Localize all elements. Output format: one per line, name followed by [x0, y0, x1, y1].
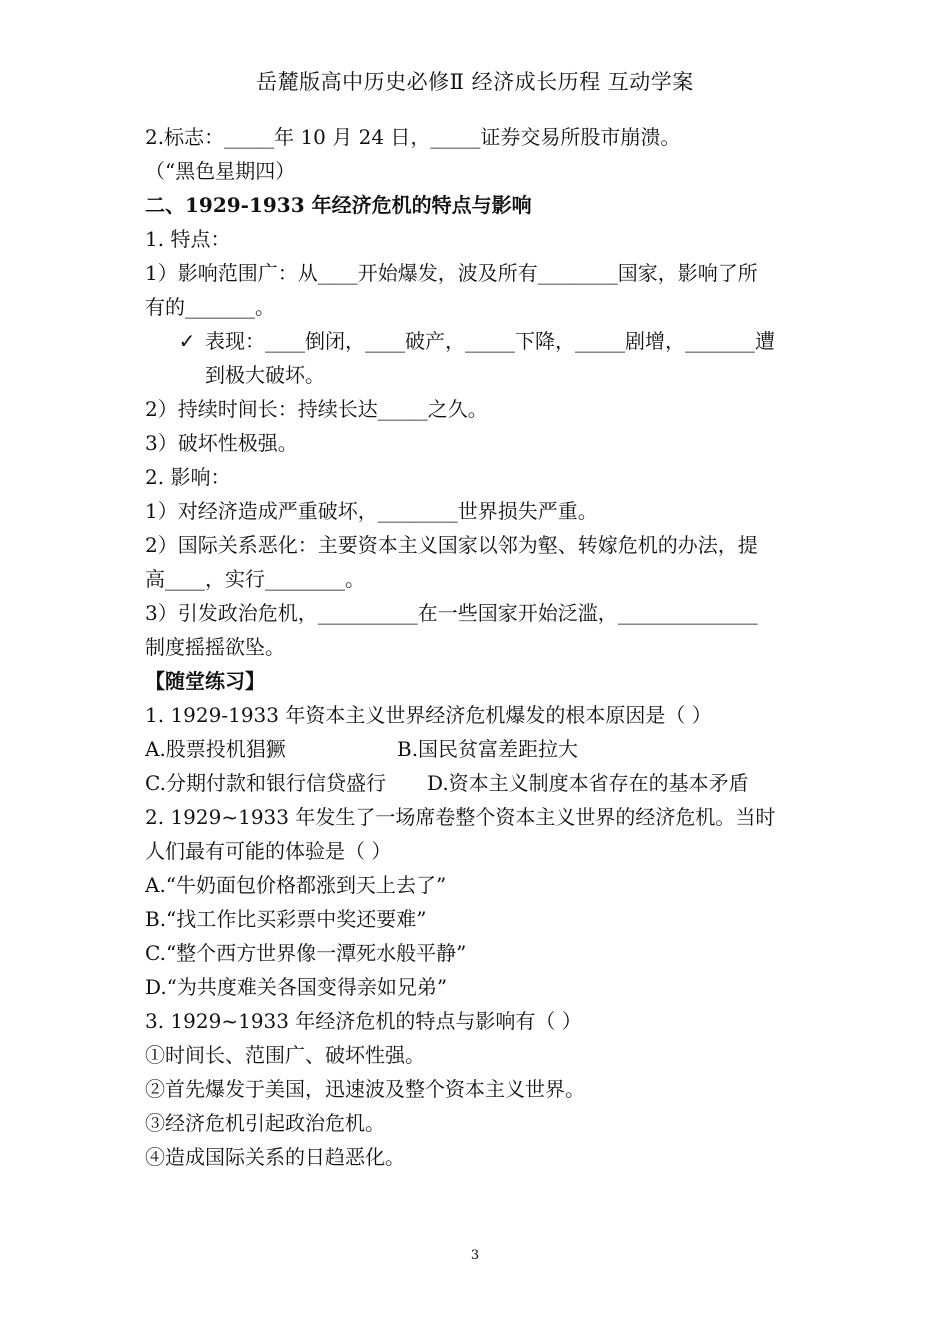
checklist-item — [145, 324, 810, 358]
option-b: B.“找工作比买彩票中奖还要难” — [145, 907, 427, 931]
text-line: 1. 特点： — [145, 227, 231, 251]
section-heading: 【随堂练习】 — [145, 669, 265, 693]
statement-3: ③经济危机引起政治危机。 — [145, 1111, 385, 1135]
statement-4: ④造成国际关系的日趋恶化。 — [145, 1145, 405, 1169]
option-d: D.“为共度难关各国变得亲如兄弟” — [145, 975, 448, 999]
text-line: 3）破坏性极强。 — [145, 431, 298, 455]
section-heading: 二、1929-1933 年经济危机的特点与影响 — [145, 193, 532, 217]
option-d: D.资本主义制度本省存在的基本矛盾 — [427, 771, 749, 795]
text-line: 3）引发政治危机，__________在一些国家开始泛滥，______________ — [145, 601, 758, 625]
option-a: A.“牛奶面包价格都涨到天上去了” — [145, 873, 447, 897]
question-3: 3. 1929~1933 年经济危机的特点与影响有（ ） — [145, 1009, 582, 1033]
option-b: B.国民贫富差距拉大 — [397, 737, 579, 761]
text-line: 有的_______。 — [145, 295, 275, 319]
option-c: C.“整个西方世界像一潭死水般平静” — [145, 941, 467, 965]
text-line: 2. 影响： — [145, 465, 231, 489]
checklist-text: 表现：____倒闭，____破产，_____下降，_____剧增，_______遭 — [205, 329, 775, 353]
page-number: 3 — [470, 1248, 480, 1263]
text-line: 制度摇摇欲坠。 — [145, 635, 285, 659]
text-line: 高____，实行________。 — [145, 567, 365, 591]
question-1-options-cd — [145, 766, 810, 800]
question-2: 2. 1929~1933 年发生了一场席卷整个资本主义世界的经济危机。当时 — [145, 805, 776, 829]
text-line: 2.标志：_____年 10 月 24 日，_____证券交易所股市崩溃。 — [145, 125, 681, 149]
question-2-cont: 人们最有可能的体验是（ ） — [145, 839, 392, 863]
text-line: 2）持续时间长：持续长达_____之久。 — [145, 397, 488, 421]
question-1: 1. 1929-1933 年资本主义世界经济危机爆发的根本原因是（ ） — [145, 703, 712, 727]
checkmark-icon: ✓ — [178, 329, 196, 353]
text-line: 到极大破坏。 — [205, 363, 325, 387]
text-line: 2）国际关系恶化：主要资本主义国家以邻为壑、转嫁危机的办法，提 — [145, 533, 758, 557]
text-line: 1）对经济造成严重破坏，________世界损失严重。 — [145, 499, 598, 523]
statement-2: ②首先爆发于美国，迅速波及整个资本主义世界。 — [145, 1077, 585, 1101]
statement-1: ①时间长、范围广、破坏性强。 — [145, 1043, 425, 1067]
question-1-options-ab — [145, 732, 810, 766]
text-line: 1）影响范围广：从____开始爆发，波及所有________国家，影响了所 — [145, 261, 758, 285]
option-a: A.股票投机猖獗 — [145, 737, 286, 761]
document-body — [145, 120, 810, 1174]
text-line: （“黑色星期四） — [145, 159, 296, 183]
option-c: C.分期付款和银行信贷盛行 — [145, 771, 386, 795]
page-header: 岳麓版高中历史必修Ⅱ 经济成长历程 互动学案 — [256, 70, 694, 94]
